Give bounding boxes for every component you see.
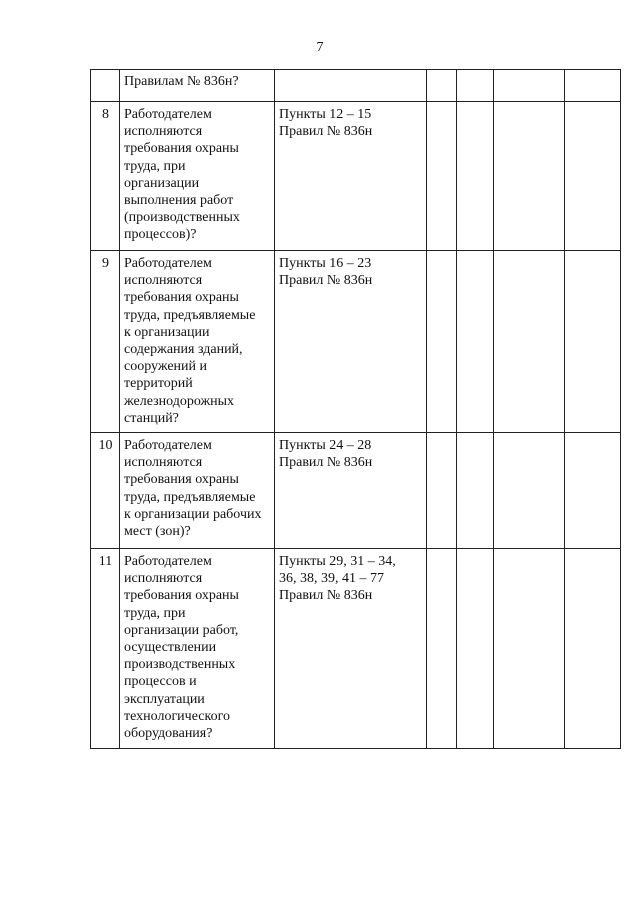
requirement-reference: Пункты 16 – 23 Правил № 836н [275,251,427,433]
row-number: 11 [91,549,120,749]
answer-cell-yes [427,433,457,549]
notes-cell [565,433,621,549]
row-number [91,70,120,102]
requirement-reference: Пункты 12 – 15 Правил № 836н [275,102,427,251]
table-row [91,70,621,102]
answer-cell-yes [427,251,457,433]
table-row [91,251,621,433]
requirement-reference: Пункты 24 – 28 Правил № 836н [275,433,427,549]
answer-cell-not-applicable [494,433,565,549]
requirement-reference: Пункты 29, 31 – 34, 36, 38, 39, 41 – 77 Правил № 836н [275,549,427,749]
answer-cell-no [457,102,494,251]
table-row [91,102,621,251]
answer-cell-yes [427,102,457,251]
question-text: Работодателем исполняются требования охраны труда, предъявляемые к организации содержания зданий, сооружений и территорий железнодорожных станций? [120,251,275,433]
notes-cell [565,549,621,749]
question-text: Работодателем исполняются требования охраны труда, при организации выполнения работ (производственных процессов)? [120,102,275,251]
answer-cell-yes [427,549,457,749]
row-number: 8 [91,102,120,251]
answer-cell-not-applicable [494,549,565,749]
table-row [91,549,621,749]
checklist-table [90,69,621,749]
question-text: Работодателем исполняются требования охраны труда, предъявляемые к организации рабочих мест (зон)? [120,433,275,549]
question-text: Работодателем исполняются требования охраны труда, при организации работ, осуществлении производственных процессов и эксплуатации технологического оборудования? [120,549,275,749]
answer-cell-not-applicable [494,70,565,102]
page-number: 7 [316,40,324,55]
table-row [91,433,621,549]
answer-cell-not-applicable [494,102,565,251]
answer-cell-not-applicable [494,251,565,433]
notes-cell [565,102,621,251]
answer-cell-yes [427,70,457,102]
answer-cell-no [457,251,494,433]
answer-cell-no [457,433,494,549]
answer-cell-no [457,70,494,102]
answer-cell-no [457,549,494,749]
question-text: Правилам № 836н? [120,70,275,102]
row-number: 9 [91,251,120,433]
notes-cell [565,70,621,102]
requirement-reference [275,70,427,102]
row-number: 10 [91,433,120,549]
notes-cell [565,251,621,433]
